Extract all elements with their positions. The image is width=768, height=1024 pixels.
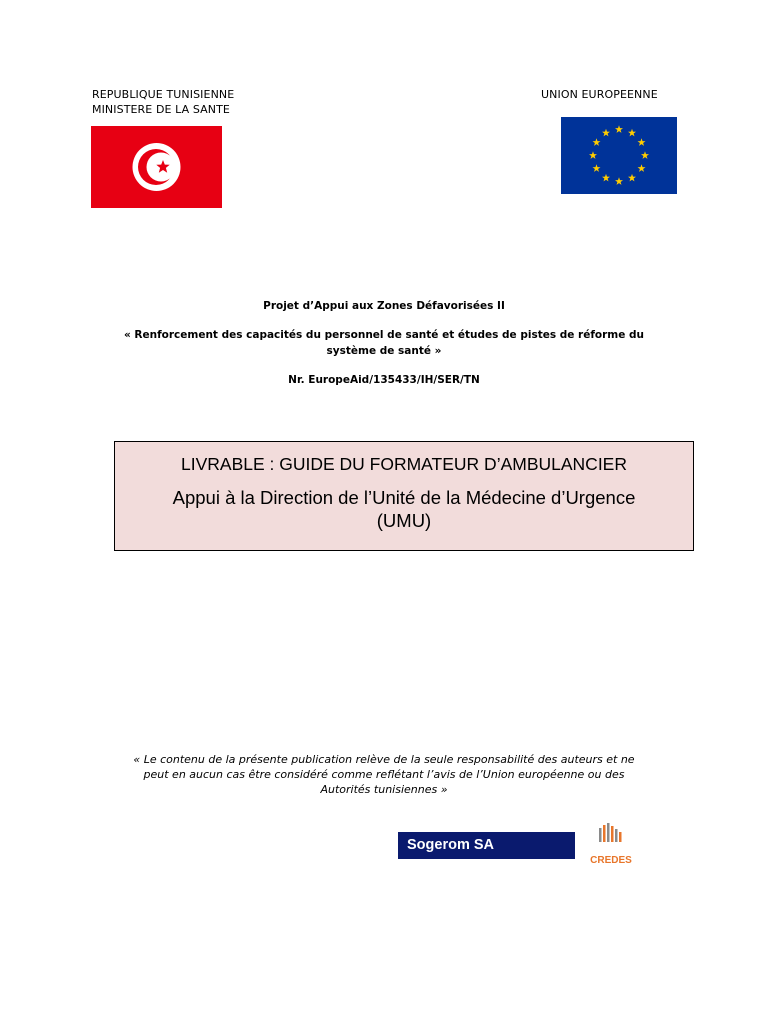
deliverable-subtitle-line1: Appui à la Direction de l’Unité de la Médecine d’Urgence [172, 487, 636, 508]
sogerom-logo: Sogerom SA [398, 832, 575, 859]
credes-label: CREDES [590, 855, 632, 866]
project-info [100, 298, 668, 388]
country-name: REPUBLIQUE TUNISIENNE [92, 88, 235, 101]
deliverable-subtitle [115, 486, 693, 532]
disclaimer [90, 752, 678, 797]
disclaimer-line3: Autorités tunisiennes » [320, 783, 448, 796]
header-right [541, 87, 741, 102]
ministry-name: MINISTERE DE LA SANTE [92, 103, 230, 116]
project-subtitle-line1: « Renforcement des capacités du personnel de santé et études de pistes de réforme du [123, 329, 645, 341]
disclaimer-line1: « Le contenu de la présente publication relève de la seule responsabilité des auteurs et ne [133, 753, 635, 766]
tunisia-flag-icon [91, 126, 222, 208]
credes-logo [585, 822, 637, 868]
project-name: Projet d’Appui aux Zones Défavorisées II [263, 300, 505, 312]
project-reference: Nr. EuropeAid/135433/IH/SER/TN [288, 374, 480, 386]
eu-name: UNION EUROPEENNE [541, 88, 658, 101]
deliverable-subtitle-line2: (UMU) [376, 510, 432, 531]
eu-flag-icon [561, 117, 677, 194]
header-left [92, 87, 332, 117]
deliverable-title: LIVRABLE : GUIDE DU FORMATEUR D’AMBULANCIER [181, 454, 627, 474]
deliverable-box [114, 441, 694, 551]
project-subtitle-line2: système de santé » [326, 345, 442, 357]
disclaimer-line2: peut en aucun cas être considéré comme reflétant l’avis de l’Union européenne ou des [143, 768, 625, 781]
